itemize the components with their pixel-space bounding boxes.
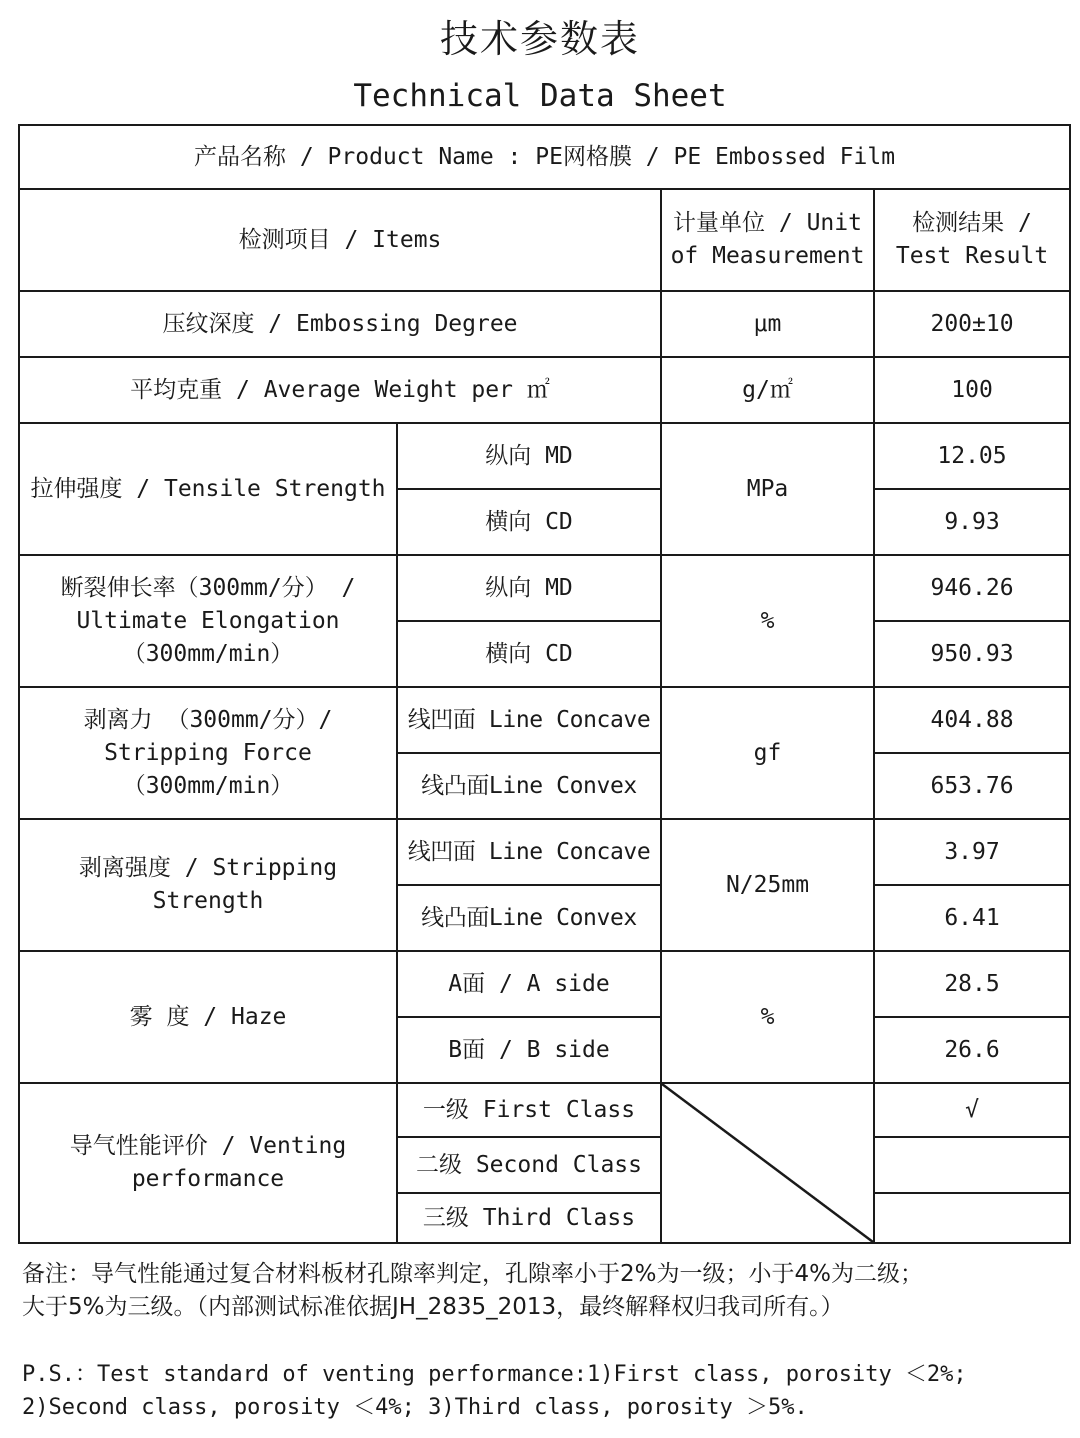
haze-b-label: B面 / B side [397,1017,661,1083]
stripping-force-concave-result: 404.88 [874,687,1070,753]
page-title-english: Technical Data Sheet [353,78,727,114]
embossing-item: 压纹深度 / Embossing Degree [19,291,661,357]
tensile-md-label: 纵向 MD [397,423,661,489]
notes-chinese [22,1258,1062,1324]
header-row [19,189,1070,291]
tensile-cd-label: 横向 CD [397,489,661,555]
items-header: 检测项目 / Items [19,189,661,291]
haze-unit: % [661,951,874,1083]
haze-b-result: 26.6 [874,1017,1070,1083]
page-title-chinese: 技术参数表 [439,17,640,61]
haze-a-label: A面 / A side [397,951,661,1017]
venting-second-label: 二级 Second Class [397,1137,661,1193]
notes-chinese-line-2: 大于5%为三级。（内部测试标准依据JH_2835_2013，最终解释权归我司所有。） [22,1294,844,1320]
product-row [19,125,1070,189]
result-header: 检测结果 / Test Result [874,189,1070,291]
elongation-cd-result: 950.93 [874,621,1070,687]
stripping-strength-convex-result: 6.41 [874,885,1070,951]
embossing-result: 200±10 [874,291,1070,357]
table-row [19,423,1070,489]
stripping-force-convex-label: 线凸面Line Convex [397,753,661,819]
tensile-cd-result: 9.93 [874,489,1070,555]
stripping-force-concave-label: 线凹面 Line Concave [397,687,661,753]
table-row [19,357,1070,423]
elongation-cd-label: 横向 CD [397,621,661,687]
notes-english [22,1358,1062,1424]
venting-third-label: 三级 Third Class [397,1193,661,1243]
haze-a-result: 28.5 [874,951,1070,1017]
stripping-force-item: 剥离力 （300mm/分）/ Stripping Force （300mm/min） [19,687,397,819]
table-row [19,291,1070,357]
weight-unit: g/㎡ [661,357,874,423]
stripping-force-unit: gf [661,687,874,819]
venting-third-result [874,1193,1070,1243]
weight-result: 100 [874,357,1070,423]
technical-data-table [18,124,1071,1244]
table-row [19,1083,1070,1137]
stripping-strength-item: 剥离强度 / Stripping Strength [19,819,397,951]
weight-item: 平均克重 / Average Weight per ㎡ [19,357,661,423]
venting-item: 导气性能评价 / Venting performance [19,1083,397,1243]
elongation-unit: % [661,555,874,687]
tensile-item: 拉伸强度 / Tensile Strength [19,423,397,555]
notes-chinese-line-1: 备注：导气性能通过复合材料板材孔隙率判定，孔隙率小于2%为一级；小于4%为二级； [22,1261,923,1287]
notes-english-line-1: P.S.：Test standard of venting performance:1)First class, porosity ＜2%; [22,1362,967,1387]
embossing-unit: μm [661,291,874,357]
table-row [19,555,1070,621]
unit-header: 计量单位 / Unit of Measurement [661,189,874,291]
table-row [19,687,1070,753]
tensile-md-result: 12.05 [874,423,1070,489]
venting-first-result: √ [874,1083,1070,1137]
stripping-strength-concave-result: 3.97 [874,819,1070,885]
product-name-cell: 产品名称 / Product Name : PE网格膜 / PE Embossed Film [19,125,1070,189]
stripping-strength-convex-label: 线凸面Line Convex [397,885,661,951]
stripping-force-convex-result: 653.76 [874,753,1070,819]
elongation-md-label: 纵向 MD [397,555,661,621]
elongation-md-result: 946.26 [874,555,1070,621]
venting-second-result [874,1137,1070,1193]
table-row [19,819,1070,885]
haze-item: 雾 度 / Haze [19,951,397,1083]
notes-english-line-2: 2)Second class, porosity ＜4%; 3)Third class, porosity ＞5%. [22,1395,808,1420]
stripping-strength-concave-label: 线凹面 Line Concave [397,819,661,885]
table-row [19,951,1070,1017]
elongation-item: 断裂伸长率（300mm/分） / Ultimate Elongation （300mm/min） [19,555,397,687]
venting-unit-diagonal [661,1083,874,1243]
stripping-strength-unit: N/25mm [661,819,874,951]
venting-first-label: 一级 First Class [397,1083,661,1137]
tensile-unit: MPa [661,423,874,555]
